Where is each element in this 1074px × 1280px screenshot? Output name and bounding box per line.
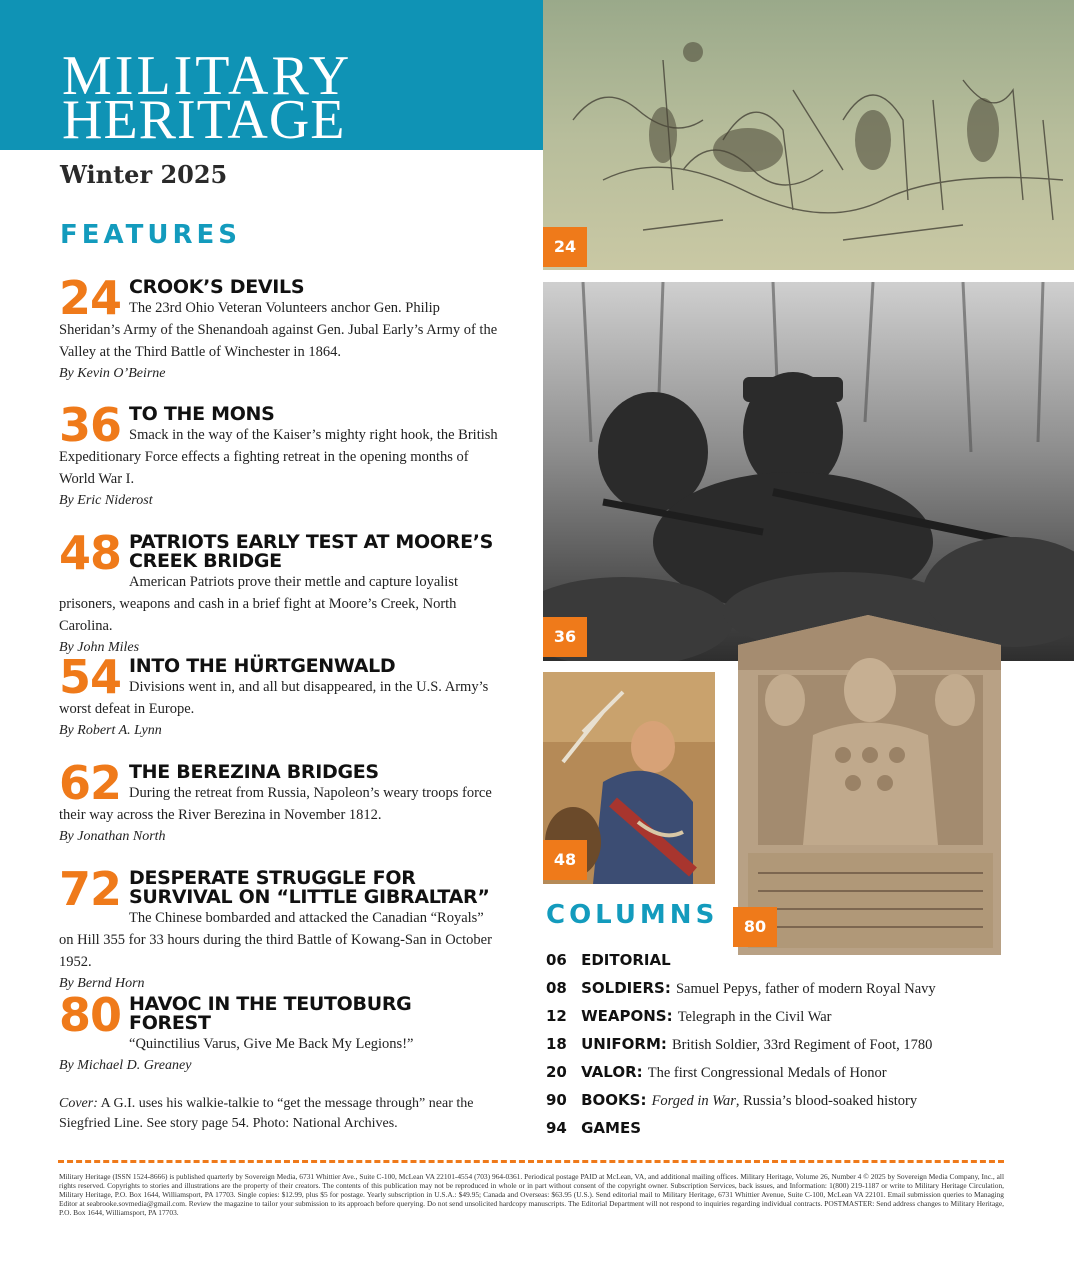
column-item[interactable] bbox=[546, 1058, 1066, 1086]
feature-item[interactable] bbox=[59, 398, 499, 511]
column-title[interactable]: GAMES bbox=[581, 1119, 641, 1137]
feature-description: During the retreat from Russia, Napoleon’s weary troops force their way across the River Berezina in November 1812. bbox=[59, 785, 492, 823]
feature-description: The 23rd Ohio Veteran Volunteers anchor Gen. Philip Sheridan’s Army of the Shenandoah against Gen. Jubal Early’s Army of the Valley at the Third Battle of Winchester in 1864. bbox=[59, 300, 498, 360]
column-title[interactable]: EDITORIAL bbox=[581, 951, 671, 969]
column-description: British Soldier, 33rd Regiment of Foot, 1780 bbox=[671, 1037, 933, 1053]
masthead bbox=[0, 0, 543, 150]
column-item[interactable] bbox=[546, 1030, 1066, 1058]
column-title[interactable]: BOOKS: bbox=[581, 1091, 647, 1109]
column-page-number: 90 bbox=[546, 1091, 567, 1109]
feature-description: Divisions went in, and all but disappeared, in the U.S. Army’s worst defeat in Europe. bbox=[59, 679, 489, 717]
column-item[interactable] bbox=[546, 974, 1066, 1002]
feature-title[interactable]: DESPERATE STRUGGLE FOR SURVIVAL ON “LITTLE GIBRALTAR” bbox=[129, 867, 490, 908]
column-item[interactable] bbox=[546, 1114, 1066, 1142]
column-description: The first Congressional Medals of Honor bbox=[647, 1065, 887, 1081]
feature-item[interactable] bbox=[59, 526, 499, 658]
feature-byline: By Kevin O’Beirne bbox=[59, 366, 166, 381]
feature-byline: By Bernd Horn bbox=[59, 976, 145, 991]
column-page-number: 18 bbox=[546, 1035, 567, 1053]
feature-item[interactable] bbox=[59, 756, 499, 847]
feature-title[interactable]: INTO THE HÜRTGENWALD bbox=[129, 655, 396, 677]
feature-page-number: 54 bbox=[59, 650, 122, 704]
feature-page-number: 80 bbox=[59, 988, 122, 1042]
feature-title[interactable]: PATRIOTS EARLY TEST AT MOORE’S CREEK BRIDGE bbox=[129, 531, 494, 572]
feature-byline: By Eric Niderost bbox=[59, 493, 153, 508]
photo-image-mons[interactable] bbox=[543, 282, 1074, 661]
column-page-number: 08 bbox=[546, 979, 567, 997]
feature-title[interactable]: HAVOC IN THE TEUTOBURG FOREST bbox=[129, 993, 412, 1034]
column-item[interactable] bbox=[546, 1002, 1066, 1030]
feature-title[interactable]: THE BEREZINA BRIDGES bbox=[129, 761, 379, 783]
column-title[interactable]: UNIFORM: bbox=[581, 1035, 667, 1053]
cover-note bbox=[59, 1094, 479, 1134]
feature-item[interactable] bbox=[59, 988, 499, 1076]
column-page-number: 06 bbox=[546, 951, 567, 969]
feature-page-number: 36 bbox=[59, 398, 122, 452]
divider bbox=[58, 1160, 1004, 1163]
feature-page-number: 62 bbox=[59, 756, 122, 810]
columns-list bbox=[546, 946, 1066, 1142]
cover-note-text: A G.I. uses his walkie-talkie to “get the message through” near the Siegfried Line. See story page 54. Photo: National Archives. bbox=[59, 1096, 474, 1131]
column-page-number: 12 bbox=[546, 1007, 567, 1025]
feature-byline: By John Miles bbox=[59, 640, 140, 655]
columns-heading: COLUMNS bbox=[546, 900, 719, 930]
column-item[interactable] bbox=[546, 1086, 1066, 1114]
image-page-badge: 80 bbox=[733, 907, 777, 947]
feature-title[interactable]: TO THE MONS bbox=[129, 403, 275, 425]
column-item[interactable] bbox=[546, 946, 1066, 974]
feature-byline: By Michael D. Greaney bbox=[59, 1058, 192, 1073]
feature-description: American Patriots prove their mettle and capture loyalist prisoners, weapons and cash in a brief fight at Moore’s Creek, North Carolina. bbox=[59, 574, 458, 634]
column-title[interactable]: SOLDIERS: bbox=[581, 979, 671, 997]
feature-page-number: 48 bbox=[59, 526, 122, 580]
feature-item[interactable] bbox=[59, 650, 499, 741]
column-page-number: 20 bbox=[546, 1063, 567, 1081]
image-page-badge: 48 bbox=[543, 840, 587, 880]
issue-date: Winter 2025 bbox=[60, 160, 228, 189]
column-description: Telegraph in the Civil War bbox=[677, 1009, 832, 1025]
cover-note-label: Cover: bbox=[59, 1096, 98, 1111]
legal-notice: Military Heritage (ISSN 1524-8666) is published quarterly by Sovereign Media, 6731 Whittier Ave., Suite C-100, McLean VA 22101-4554 (703) 964-0361. Periodical postage PAID at McLean, VA, and additional mailing offices. Military Heritage, Volume 26, Number 4 © 2025 by Sovereign Media Company, Inc., all rights reserved. Copyrights to stories and illustrations are the property of their creators. The contents of this publication may not be reproduced in whole or in part without consent of the copyright owner. Subscription Services, back issues, and Information: 1(800) 219-1187 or write to Military Heritage Circulation, Military Heritage, P.O. Box 1644, Williamsport, PA 17703. Single copies: $12.99, plus $5 for postage. Yearly subscription in U.S.A.: $49.95; Canada and Overseas: $63.95 (U.S.). Send editorial mail to Military Heritage, 6731 Whittier Avenue, Suite C-100, McLean VA 22101. Email submission queries to Managing Editor at seabrooke.sovmedia@gmail.com. Review the magazine to tailor your submission to its approach before querying. Do not send unsolicited hardcopy manuscripts. The Editorial Department will not respond to inquiries regarding individual contracts. POSTMASTER: Send address changes to Military Heritage, P.O. Box 1644, Williamsport, PA 17703. bbox=[59, 1172, 1004, 1217]
column-page-number: 94 bbox=[546, 1119, 567, 1137]
sketch-image-crooks-devils[interactable] bbox=[543, 0, 1074, 270]
column-title[interactable]: WEAPONS: bbox=[581, 1007, 673, 1025]
masthead-title-line1: MILITARY bbox=[62, 45, 353, 107]
feature-byline: By Jonathan North bbox=[59, 829, 166, 844]
image-page-badge: 36 bbox=[543, 617, 587, 657]
feature-item[interactable] bbox=[59, 271, 499, 384]
feature-description: “Quinctilius Varus, Give Me Back My Legions!” bbox=[129, 1036, 414, 1052]
column-title[interactable]: VALOR: bbox=[581, 1063, 643, 1081]
feature-description: Smack in the way of the Kaiser’s mighty right hook, the British Expeditionary Force effects a fighting retreat in the opening months of World War I. bbox=[59, 427, 498, 487]
feature-byline: By Robert A. Lynn bbox=[59, 723, 162, 738]
column-description: Samuel Pepys, father of modern Royal Navy bbox=[675, 981, 936, 997]
image-page-badge: 24 bbox=[543, 227, 587, 267]
column-description-italic: Forged in War bbox=[651, 1093, 736, 1109]
feature-description: The Chinese bombarded and attacked the Canadian “Royals” on Hill 355 for 33 hours during the third Battle of Kowang-San in October 1952. bbox=[59, 910, 492, 970]
features-heading: FEATURES bbox=[60, 220, 241, 250]
masthead-title-line2: HERITAGE bbox=[62, 89, 346, 151]
feature-title[interactable]: CROOK’S DEVILS bbox=[129, 276, 305, 298]
feature-page-number: 24 bbox=[59, 271, 122, 325]
feature-page-number: 72 bbox=[59, 862, 122, 916]
feature-item[interactable] bbox=[59, 862, 499, 994]
column-description: , Russia’s blood-soaked history bbox=[735, 1093, 918, 1109]
